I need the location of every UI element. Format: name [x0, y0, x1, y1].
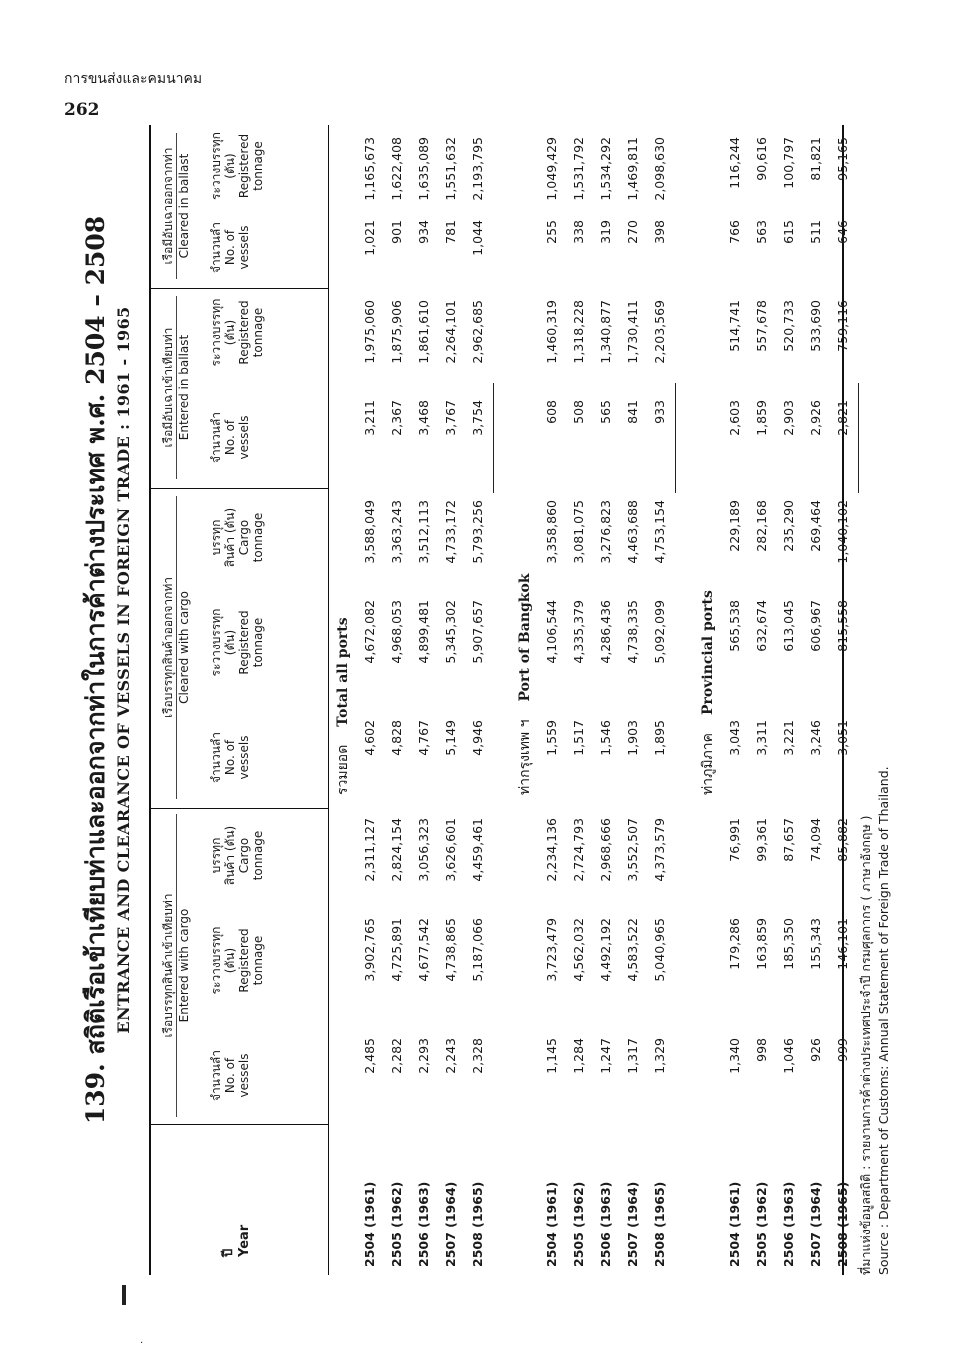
value-cell: 1,317: [625, 1038, 640, 1074]
value-cell: 229,189: [727, 500, 742, 552]
year-cell: 2507 (1964): [808, 1181, 823, 1267]
value-cell: 1,559: [544, 720, 559, 756]
margin-dot: ·: [140, 1338, 144, 1349]
group-header-english: Entered in ballast: [177, 334, 191, 441]
value-cell: 2,311,127: [362, 818, 377, 882]
table-row: [781, 125, 801, 1275]
year-cell: 2504 (1961): [544, 1181, 559, 1267]
table-row: [571, 125, 591, 1275]
value-cell: 2,328: [470, 1038, 485, 1074]
column-header-th2: (ตัน): [223, 153, 237, 179]
column-header-en2: vessels: [237, 735, 251, 780]
value-cell: 3,754: [470, 400, 485, 436]
value-cell: 4,733,172: [443, 500, 458, 564]
year-cell: 2505 (1962): [754, 1181, 769, 1267]
value-cell: 781: [443, 220, 458, 244]
column-header-th2: (ตัน): [223, 319, 237, 346]
value-cell: 5,793,256: [470, 500, 485, 564]
value-cell: 2,824,154: [389, 818, 404, 882]
value-cell: 4,459,461: [470, 818, 485, 882]
value-cell: 3,588,049: [362, 500, 377, 564]
value-cell: 901: [389, 220, 404, 244]
value-cell: 4,286,436: [598, 600, 613, 664]
value-cell: 2,282: [389, 1038, 404, 1074]
value-cell: 815,558: [835, 600, 850, 652]
value-cell: 933: [652, 400, 667, 424]
title-thai-text: สถิติเรือเข้าเทียบท่าและออกจากท่าในการค้าต่างประเทศ พ.ศ. 2504 – 2508: [81, 215, 110, 1055]
value-cell: 4,738,335: [625, 600, 640, 664]
section-title-english: Provincial ports: [700, 590, 716, 715]
section-title-thai: รวมยอด: [335, 744, 351, 795]
value-cell: 3,626,601: [443, 818, 458, 882]
value-cell: 4,677,542: [416, 918, 431, 982]
value-cell: 2,603: [727, 400, 742, 436]
year-header-english: Year: [237, 1224, 252, 1257]
value-cell: 5,907,657: [470, 600, 485, 664]
value-cell: 608: [544, 400, 559, 424]
value-cell: 2,485: [362, 1038, 377, 1074]
value-cell: 5,149: [443, 720, 458, 756]
value-cell: 270: [625, 220, 640, 244]
value-cell: 1,531,792: [571, 137, 586, 201]
year-cell: 2506 (1963): [781, 1181, 796, 1267]
value-cell: 1,861,610: [416, 300, 431, 364]
group-header-english: Cleared with cargo: [177, 591, 191, 704]
value-cell: 3,468: [416, 400, 431, 436]
column-header-en2: vessels: [237, 225, 251, 270]
value-cell: 1,730,411: [625, 300, 640, 364]
value-cell: 3,211: [362, 400, 377, 436]
value-cell: 4,828: [389, 720, 404, 756]
value-cell: 766: [727, 220, 742, 244]
value-cell: 1,469,811: [625, 137, 640, 201]
column-header: [209, 908, 265, 1013]
value-cell: 1,145: [544, 1038, 559, 1074]
value-cell: 2,193,795: [470, 137, 485, 201]
value-cell: 90,616: [754, 137, 769, 181]
group-header-english: Cleared in ballast: [177, 153, 191, 259]
value-cell: 1,875,906: [389, 300, 404, 364]
table-row: [389, 125, 409, 1275]
value-cell: 1,622,408: [389, 137, 404, 201]
value-cell: 4,602: [362, 720, 377, 756]
value-cell: 3,276,823: [598, 500, 613, 564]
section-title-english: Total all ports: [335, 617, 351, 727]
value-cell: 4,463,688: [625, 500, 640, 564]
table-row: [416, 125, 436, 1275]
column-header-th: บรรทุก: [209, 837, 223, 874]
section-underline: [858, 383, 859, 493]
column-header-en1: No. of: [223, 419, 237, 456]
value-cell: 1,551,632: [443, 137, 458, 201]
value-cell: 185,350: [781, 918, 796, 970]
value-cell: 2,264,101: [443, 300, 458, 364]
column-header-en2: tonnage: [251, 935, 265, 986]
value-cell: 2,243: [443, 1038, 458, 1074]
column-header-th: ระวางบรรทุก: [209, 608, 223, 677]
column-group-header: [161, 127, 192, 285]
value-cell: 1,895: [652, 720, 667, 756]
value-cell: 1,340: [727, 1038, 742, 1074]
column-header-en2: tonnage: [251, 617, 265, 668]
year-cell: 2505 (1962): [571, 1181, 586, 1267]
section-title-thai: ท่ากรุงเทพ ฯ: [517, 719, 533, 795]
value-cell: 100,797: [781, 137, 796, 189]
column-header-en2: tonnage: [251, 307, 265, 358]
value-cell: 2,234,136: [544, 818, 559, 882]
year-cell: 2508 (1965): [470, 1181, 485, 1267]
value-cell: 1,021: [362, 220, 377, 256]
column-header-en1: No. of: [223, 739, 237, 776]
column-header: [209, 490, 265, 585]
value-cell: 1,284: [571, 1038, 586, 1074]
value-cell: 3,081,075: [571, 500, 586, 564]
value-cell: 565: [598, 400, 613, 424]
value-cell: 319: [598, 220, 613, 244]
value-cell: 514,741: [727, 300, 742, 352]
year-cell: 2508 (1965): [652, 1181, 667, 1267]
value-cell: 2,724,793: [571, 818, 586, 882]
group-header-english: Entered with cargo: [177, 908, 191, 1023]
value-cell: 4,767: [416, 720, 431, 756]
value-cell: 613,045: [781, 600, 796, 652]
group-header-thai: เรือมีอับเฉาเข้าเทียบท่า: [161, 327, 175, 448]
column-header-en2: tonnage: [251, 512, 265, 563]
value-cell: 235,290: [781, 500, 796, 552]
value-cell: 1,329: [652, 1038, 667, 1074]
value-cell: 1,247: [598, 1038, 613, 1074]
column-header-th: ระวางบรรทุก: [209, 298, 223, 367]
value-cell: 3,363,243: [389, 500, 404, 564]
value-cell: 4,672,082: [362, 600, 377, 664]
section-title: [514, 573, 536, 795]
value-cell: 5,187,066: [470, 918, 485, 982]
value-cell: 4,725,891: [389, 918, 404, 982]
section-underline: [493, 383, 494, 493]
value-cell: 4,562,032: [571, 918, 586, 982]
column-header-en1: Registered: [237, 133, 251, 199]
value-cell: 1,165,673: [362, 137, 377, 201]
column-header: [209, 808, 265, 903]
group-divider: [149, 288, 329, 289]
column-header: [209, 390, 251, 485]
value-cell: 155,343: [808, 918, 823, 970]
column-header-en1: Registered: [237, 300, 251, 365]
table-row: [652, 125, 672, 1275]
table-row: [625, 125, 645, 1275]
value-cell: 1,546: [598, 720, 613, 756]
value-cell: 511: [808, 220, 823, 244]
group-divider: [149, 488, 329, 489]
section-title-thai: ท่าภูมิภาค: [700, 732, 716, 795]
value-cell: 1,903: [625, 720, 640, 756]
running-head: การขนส่งและคมนาคม: [64, 71, 203, 87]
value-cell: 255: [544, 220, 559, 244]
column-header-th2: สินค้า (ตัน): [223, 507, 237, 568]
value-cell: 2,968,666: [598, 818, 613, 882]
column-header-th2: (ตัน): [223, 629, 237, 656]
value-cell: 2,903: [781, 400, 796, 436]
value-cell: 999: [835, 1038, 850, 1062]
column-header-th: ระวางบรรทุก: [209, 132, 223, 200]
value-cell: 3,051: [835, 720, 850, 756]
column-header-en1: Registered: [237, 928, 251, 993]
column-header: [209, 127, 265, 205]
value-cell: 632,674: [754, 600, 769, 652]
table-row: [362, 125, 382, 1275]
value-cell: 95,165: [835, 137, 850, 181]
year-cell: 2507 (1964): [625, 1181, 640, 1267]
column-header-th2: (ตัน): [223, 947, 237, 974]
value-cell: 615: [781, 220, 796, 244]
section-underline: [675, 383, 676, 493]
value-cell: 338: [571, 220, 586, 244]
year-cell: 2504 (1961): [362, 1181, 377, 1267]
column-header-th: จำนวนลำ: [209, 732, 223, 784]
value-cell: 282,168: [754, 500, 769, 552]
column-group-header: [161, 808, 192, 1123]
value-cell: 4,106,544: [544, 600, 559, 664]
table-row: [544, 125, 564, 1275]
value-cell: 163,859: [754, 918, 769, 970]
value-cell: 3,512,113: [416, 500, 431, 564]
value-cell: 3,902,765: [362, 918, 377, 982]
section-title: [332, 617, 354, 795]
value-cell: 81,821: [808, 137, 823, 181]
value-cell: 398: [652, 220, 667, 244]
value-cell: 3,358,860: [544, 500, 559, 564]
value-cell: 5,345,302: [443, 600, 458, 664]
value-cell: 841: [625, 400, 640, 424]
value-cell: 4,753,154: [652, 500, 667, 564]
column-header-th: จำนวนลำ: [209, 222, 223, 274]
column-group-header: [161, 290, 192, 485]
value-cell: 1,859: [754, 400, 769, 436]
column-header: [209, 710, 251, 805]
year-cell: 2508 (1965): [835, 1181, 850, 1267]
page-number: 262: [64, 100, 100, 120]
value-cell: 2,098,630: [652, 137, 667, 201]
value-cell: 1,534,292: [598, 137, 613, 201]
rotated-table-sheet: [52, 60, 891, 1290]
value-cell: 2,367: [389, 400, 404, 436]
column-header: [209, 290, 265, 375]
value-cell: 998: [754, 1038, 769, 1062]
section-title: [697, 590, 719, 795]
value-cell: 5,040,965: [652, 918, 667, 982]
value-cell: 2,293: [416, 1038, 431, 1074]
table-row: [808, 125, 828, 1275]
year-column-header: [221, 1225, 253, 1257]
column-header: [209, 590, 265, 695]
value-cell: 74,094: [808, 818, 823, 862]
value-cell: 4,492,192: [598, 918, 613, 982]
section-title-english: Port of Bangkok: [517, 573, 533, 702]
year-cell: 2504 (1961): [727, 1181, 742, 1267]
column-header-en2: vessels: [237, 415, 251, 460]
source-note: [857, 766, 893, 1275]
value-cell: 606,967: [808, 600, 823, 652]
value-cell: 563: [754, 220, 769, 244]
value-cell: 759,116: [835, 300, 850, 352]
value-cell: 116,244: [727, 137, 742, 189]
value-cell: 3,723,479: [544, 918, 559, 982]
group-header-thai: เรือบรรทุกสินค้าเข้าเทียบท่า: [161, 893, 175, 1038]
value-cell: 2,926: [808, 400, 823, 436]
value-cell: 4,335,379: [571, 600, 586, 664]
value-cell: 533,690: [808, 300, 823, 352]
table-title-thai: [76, 170, 116, 1170]
column-header: [209, 210, 251, 285]
value-cell: 3,056,323: [416, 818, 431, 882]
value-cell: 4,583,522: [625, 918, 640, 982]
column-header-en1: No. of: [223, 1057, 237, 1094]
table-number: 139.: [81, 1063, 110, 1125]
column-header-th: ระวางบรรทุก: [209, 926, 223, 995]
value-cell: 1,340,877: [598, 300, 613, 364]
column-header-en2: tonnage: [251, 830, 265, 881]
table-row: [754, 125, 774, 1275]
value-cell: 557,678: [754, 300, 769, 352]
value-cell: 76,991: [727, 818, 742, 862]
value-cell: 1,040,102: [835, 500, 850, 564]
value-cell: 926: [808, 1038, 823, 1062]
group-header-thai: เรือบรรทุกสินค้าออกจากท่า: [161, 576, 175, 719]
column-header-th: บรรทุก: [209, 519, 223, 556]
value-cell: 1,517: [571, 720, 586, 756]
column-header-en2: vessels: [237, 1053, 251, 1098]
column-header-en1: Cargo: [237, 837, 251, 874]
value-cell: 3,552,507: [625, 818, 640, 882]
year-header-thai: ปี: [221, 1248, 236, 1257]
value-cell: 1,318,228: [571, 300, 586, 364]
value-cell: 269,464: [808, 500, 823, 552]
value-cell: 565,538: [727, 600, 742, 652]
column-header-th: จำนวนลำ: [209, 1050, 223, 1102]
table-row: [470, 125, 490, 1275]
year-cell: 2507 (1964): [443, 1181, 458, 1267]
column-header-en1: No. of: [223, 229, 237, 266]
value-cell: 520,733: [781, 300, 796, 352]
year-column-divider: [149, 1124, 329, 1125]
value-cell: 4,373,579: [652, 818, 667, 882]
value-cell: 2,962,685: [470, 300, 485, 364]
table-top-rule: [149, 125, 151, 1275]
table-title-english: ENTRANCE AND CLEARANCE OF VESSELS IN FOREIGN TRADE : 1961 - 1965: [114, 306, 133, 1034]
column-header-en1: Cargo: [237, 519, 251, 556]
source-thai: ที่มาแห่งข้อมูลสถิติ : รายงานการค้าต่างประเทศประจำปี กรมศุลกากร ( ภาษาอังกฤษ ): [858, 815, 873, 1275]
value-cell: 1,460,319: [544, 300, 559, 364]
value-cell: 3,246: [808, 720, 823, 756]
value-cell: 4,738,865: [443, 918, 458, 982]
value-cell: 4,946: [470, 720, 485, 756]
column-group-header: [161, 490, 192, 805]
value-cell: 85,882: [835, 818, 850, 862]
value-cell: 4,968,053: [389, 600, 404, 664]
year-cell: 2506 (1963): [598, 1181, 613, 1267]
value-cell: 3,311: [754, 720, 769, 756]
header-bottom-rule: [328, 125, 329, 1275]
value-cell: 1,044: [470, 220, 485, 256]
value-cell: 1,049,429: [544, 137, 559, 201]
value-cell: 99,361: [754, 818, 769, 862]
group-divider: [149, 808, 329, 809]
column-header-en1: Registered: [237, 610, 251, 675]
table-row: [835, 125, 855, 1275]
table-row: [727, 125, 747, 1275]
statistics-table: [137, 125, 891, 1275]
value-cell: 646: [835, 220, 850, 244]
value-cell: 3,043: [727, 720, 742, 756]
value-cell: 1,046: [781, 1038, 796, 1074]
table-row: [598, 125, 618, 1275]
value-cell: 1,635,089: [416, 137, 431, 201]
group-header-thai: เรือมีอับเฉาออกจากท่า: [161, 147, 175, 265]
value-cell: 4,899,481: [416, 600, 431, 664]
value-cell: 2,203,569: [652, 300, 667, 364]
source-english: Source : Department of Customs: Annual Statement of Foreign Trade of Thailand.: [876, 766, 891, 1275]
column-header-th: จำนวนลำ: [209, 412, 223, 464]
value-cell: 146,101: [835, 918, 850, 970]
value-cell: 3,221: [781, 720, 796, 756]
value-cell: 1,975,060: [362, 300, 377, 364]
column-header-en2: tonnage: [251, 141, 265, 191]
column-header-th2: สินค้า (ตัน): [223, 825, 237, 886]
value-cell: 508: [571, 400, 586, 424]
column-header: [209, 1028, 251, 1123]
value-cell: 87,657: [781, 818, 796, 862]
year-cell: 2506 (1963): [416, 1181, 431, 1267]
table-row: [443, 125, 463, 1275]
value-cell: 934: [416, 220, 431, 244]
value-cell: 2,821: [835, 400, 850, 436]
value-cell: 179,286: [727, 918, 742, 970]
value-cell: 3,767: [443, 400, 458, 436]
year-cell: 2505 (1962): [389, 1181, 404, 1267]
value-cell: 5,092,099: [652, 600, 667, 664]
